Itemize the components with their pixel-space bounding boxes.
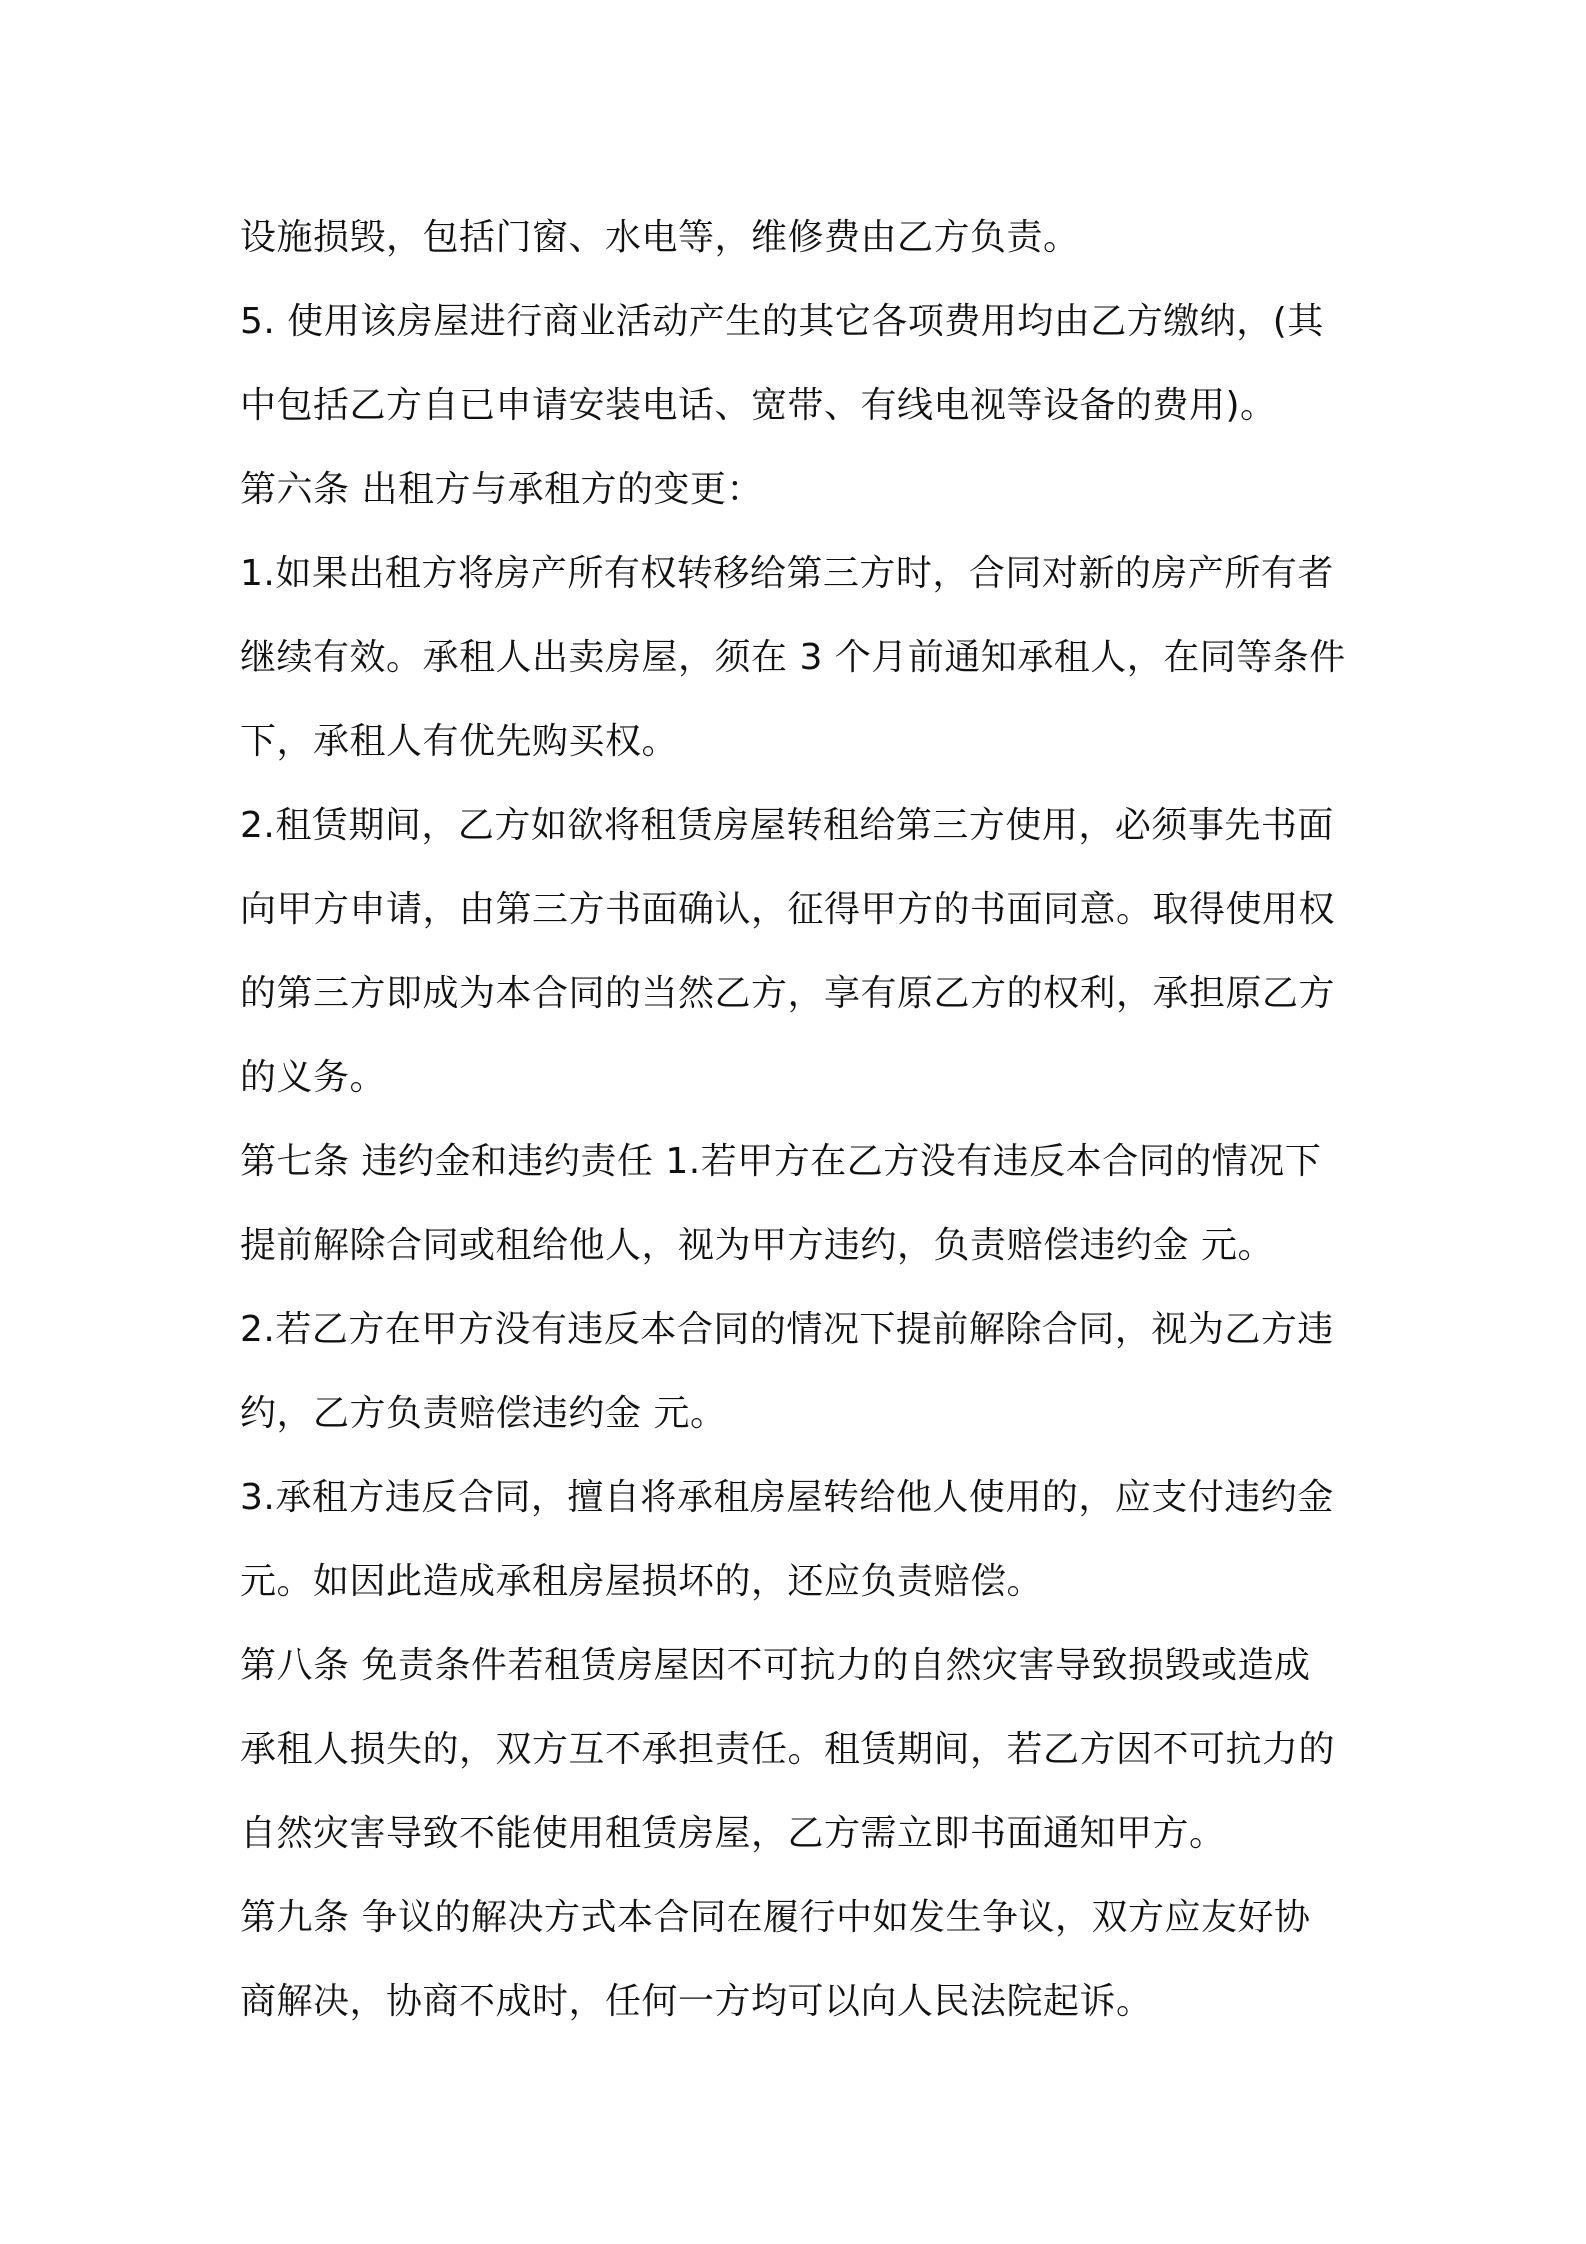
article-7-line: 第七条 违约金和违约责任 1.若甲方在乙方没有违反本合同的情况下 [240,1141,1322,1182]
text-line: 中包括乙方自已申请安装电话、宽带、有线电视等设备的费用)。 [240,385,1277,426]
text-line: 元。如因此造成承租房屋损坏的，还应负责赔偿。 [240,1561,1044,1602]
text-line: 向甲方申请，由第三方书面确认，征得甲方的书面同意。取得使用权 [240,889,1336,930]
article-9-line: 第九条 争议的解决方式本合同在履行中如发生争议，双方应友好协 [240,1897,1311,1938]
text-line: 约，乙方负责赔偿违约金 元。 [240,1393,727,1434]
text-line: 2.若乙方在甲方没有违反本合同的情况下提前解除合同，视为乙方违 [240,1309,1334,1350]
text-line: 设施损毁，包括门窗、水电等，维修费由乙方负责。 [240,217,1080,258]
text-line: 自然灾害导致不能使用租赁房屋，乙方需立即书面通知甲方。 [240,1813,1226,1854]
text-line: 的第三方即成为本合同的当然乙方，享有原乙方的权利，承担原乙方 [240,973,1336,1014]
text-line: 5. 使用该房屋进行商业活动产生的其它各项费用均由乙方缴纳，(其 [240,301,1324,342]
contract-text [240,196,1360,2044]
text-line: 提前解除合同或租给他人，视为甲方违约，负责赔偿违约金 元。 [240,1225,1274,1266]
article-8-line: 第八条 免责条件若租赁房屋因不可抗力的自然灾害导致损毁或造成 [240,1645,1311,1686]
text-line: 3.承租方违反合同，擅自将承租房屋转给他人使用的，应支付违约金 [240,1477,1334,1518]
text-line: 下，承租人有优先购买权。 [240,721,679,762]
article-6-heading: 第六条 出租方与承租方的变更： [240,469,763,510]
text-line: 承租人损失的，双方互不承担责任。租赁期间，若乙方因不可抗力的 [240,1729,1336,1770]
text-line: 继续有效。承租人出卖房屋，须在 3 个月前通知承租人，在同等条件 [240,637,1346,678]
text-line: 的义务。 [240,1057,387,1098]
text-line: 2.租赁期间，乙方如欲将租赁房屋转租给第三方使用，必须事先书面 [240,805,1334,846]
text-line: 1.如果出租方将房产所有权转移给第三方时，合同对新的房产所有者 [240,553,1334,594]
text-line: 商解决，协商不成时，任何一方均可以向人民法院起诉。 [240,1981,1153,2022]
